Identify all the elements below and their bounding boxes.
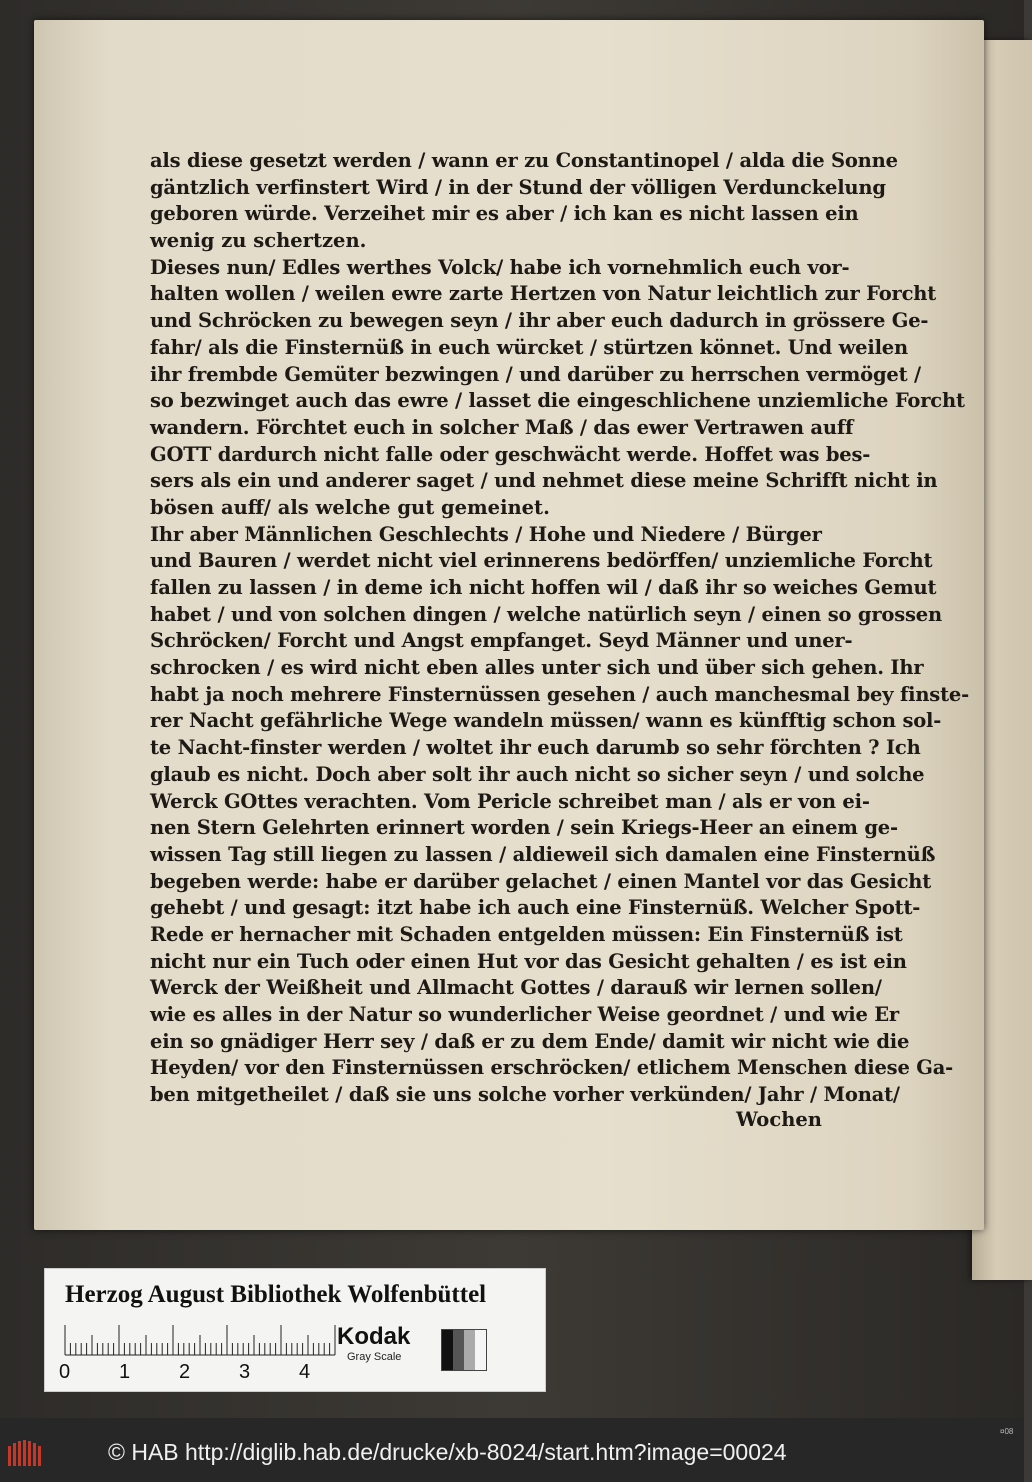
ruler-number: 3 (239, 1361, 251, 1383)
ruler-number: 2 (179, 1361, 191, 1383)
text-line: habet / und von solchen dingen / welche natürlich seyn / einen so grossen (150, 602, 942, 626)
gray-scale-label: Gray Scale (347, 1351, 402, 1363)
text-line: bösen auff/ als welche gut gemeinet. (150, 495, 550, 519)
kodak-logo: Kodak (337, 1323, 411, 1350)
text-line: habt ja noch mehrere Finsternüssen gesehen / auch manchesmal bey finste- (150, 682, 969, 706)
color-calibration-bar (44, 1268, 546, 1392)
text-line: Ihr aber Männlichen Geschlechts / Hohe und Niedere / Bürger (150, 522, 822, 546)
catchword: Wochen (736, 1108, 822, 1131)
text-line: als diese gesetzt werden / wann er zu Constantinopel / alda die Sonne (150, 149, 898, 172)
text-line: glaub es nicht. Doch aber solt ihr auch nicht so sicher seyn / und solche (150, 762, 925, 786)
text-line: Dieses nun/ Edles werthes Volck/ habe ich vornehmlich euch vor- (150, 255, 850, 279)
ruler-number: 4 (299, 1361, 311, 1383)
text-line: sers als ein und anderer saget / und nehmet diese meine Schrifft nicht in (150, 469, 938, 493)
text-line: wandern. Förchtet euch in solcher Maß / das ewer Vertrawen auff (150, 415, 854, 439)
text-line: halten wollen / weilen ewre zarte Hertzen von Natur leichtlich zur Forcht (150, 282, 937, 306)
text-line: Rede er hernacher mit Schaden entgelden müssen: Ein Finsternüß ist (150, 922, 903, 946)
text-line: Werck der Weißheit und Allmacht Gottes / darauß wir lernen sollen/ (150, 976, 882, 1000)
text-line: und Bauren / werdet nicht viel erinnerens bedörffen/ unziemliche Forcht (150, 549, 933, 573)
page-tag: ¤08 (1000, 1427, 1014, 1436)
text-line: wenig zu schertzen. (150, 229, 367, 253)
text-line: nicht nur ein Tuch oder einen Hut vor das Gesicht gehalten / es ist ein (150, 949, 907, 973)
text-line: wissen Tag still liegen zu lassen / aldieweil sich damalen eine Finsternüß (150, 842, 936, 866)
text-line: fahr/ als die Finsternüß in euch würcket / stürtzen könnet. Und weilen (150, 335, 908, 359)
text-line: ihr frembde Gemüter bezwingen / und darüber zu herrschen vermöget / (150, 362, 921, 386)
text-line: Werck GOttes verachten. Vom Pericle schreibet man / als er von ei- (150, 789, 870, 813)
text-line: schrocken / es wird nicht eben alles unter sich und über sich gehen. Ihr (150, 656, 924, 680)
gray-scale-patch (441, 1329, 487, 1371)
text-line: ben mitgetheilet / daß sie uns solche vorher verkünden/ Jahr / Monat/ (150, 1083, 900, 1107)
text-line: ein so gnädiger Herr sey / daß er zu dem Ende/ damit wir nicht wie die (150, 1029, 910, 1053)
text-line: nen Stern Gelehrten erinnert worden / sein Kriegs-Heer an einem ge- (150, 816, 898, 840)
text-line: und Schröcken zu bewegen seyn / ihr aber euch dadurch in grössere Ge- (150, 309, 929, 333)
text-line: Schröcken/ Forcht und Angst empfanget. Seyd Männer und uner- (150, 629, 853, 653)
text-line: rer Nacht gefährliche Wege wandeln müssen/ wann es künfftig schon sol- (150, 709, 942, 733)
text-line: Heyden/ vor den Finsternüssen erschröcken/ etlichem Menschen diese Ga- (150, 1056, 954, 1080)
text-line: te Nacht-finster werden / woltet ihr euch darumb so sehr förchten ? Ich (150, 736, 921, 760)
text-line: gehebt / und gesagt: itzt habe ich auch eine Finsternüß. Welcher Spott- (150, 896, 921, 920)
text-line: begeben werde: habe er darüber gelachet / einen Mantel vor das Gesicht (150, 869, 932, 893)
text-line: so bezwinget auch das ewre / lasset die eingeschlichene unziemliche Forcht (150, 389, 965, 413)
hab-logo-icon (6, 1438, 46, 1468)
text-line: fallen zu lassen / in deme ich nicht hoffen wil / daß ihr so weiches Gemut (150, 576, 937, 599)
ruler-number: 0 (59, 1361, 71, 1383)
text-line: geboren würde. Verzeihet mir es aber / ich kan es nicht lassen ein (150, 202, 859, 226)
text-line: gäntzlich verfinstert Wird / in der Stund der völligen Verdunckelung (150, 175, 886, 199)
text-line: wie es alles in der Natur so wunderlicher Weise geordnet / und wie Er (150, 1003, 899, 1026)
library-name: Herzog August Bibliothek Wolfenbüttel (65, 1281, 487, 1308)
copyright-url[interactable]: © HAB http://diglib.hab.de/drucke/xb-8024/start.htm?image=00024 (108, 1439, 787, 1465)
footer-bar (0, 1418, 1024, 1482)
text-line: GOTT dardurch nicht falle oder geschwächt werde. Hoffet was bes- (150, 442, 871, 466)
ruler-number: 1 (119, 1361, 131, 1383)
page-text (150, 148, 969, 1109)
ruler (65, 1321, 335, 1357)
